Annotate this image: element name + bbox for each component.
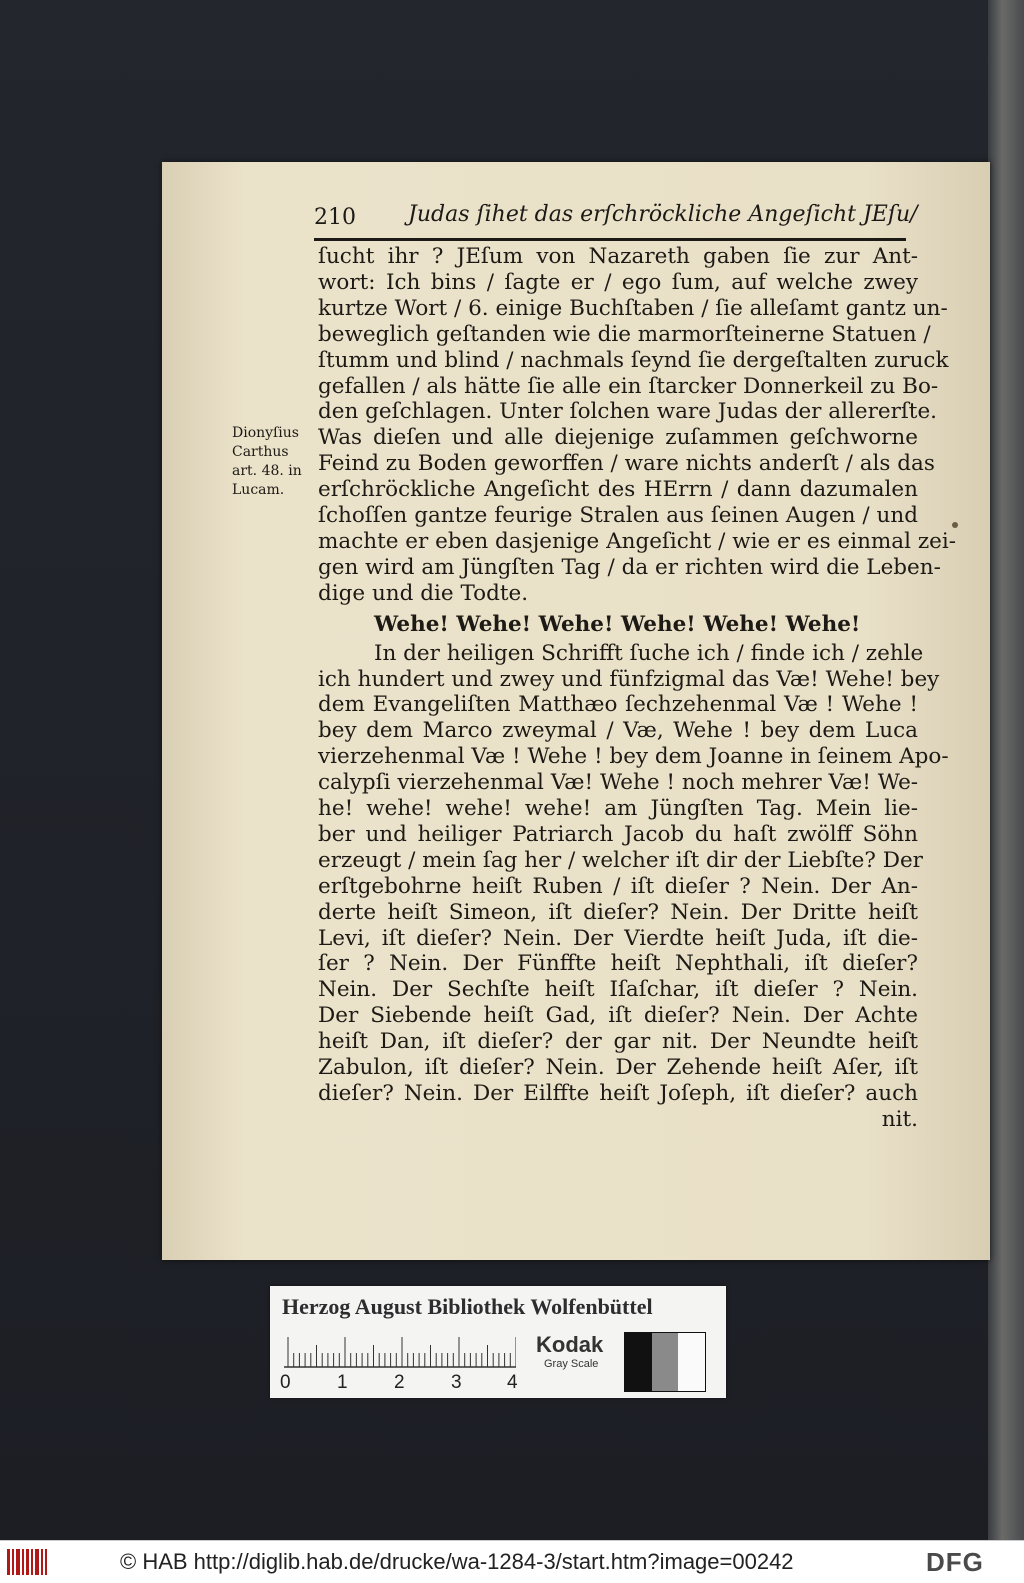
ruler-number: 1 (337, 1372, 348, 1393)
ruler-number: 4 (507, 1372, 518, 1393)
text-line: Zabulon, iſt dieſer? Nein. Der Zehende heiſt Aſer, iſt (318, 1055, 918, 1081)
book-page (162, 162, 990, 1260)
gray-swatches (624, 1332, 706, 1392)
text-line: derte heiſt Simeon, iſt dieſer? Nein. Der Dritte heiſt (318, 899, 918, 925)
color-calibration-card (270, 1286, 726, 1398)
footer-bar (0, 1540, 1024, 1583)
gray-scale-label: Gray Scale (544, 1358, 599, 1370)
ruler-icon (284, 1334, 516, 1368)
text-line: he! wehe! wehe! wehe! am Jüngſten Tag. Mein lie- (318, 796, 918, 822)
text-line: Nein. Der Sechſte heiſt Iſaſchar, iſt dieſer ? Nein. (318, 977, 918, 1003)
text-line: ſucht ihr ? JEſum von Nazareth gaben ſie zur Ant- (318, 244, 918, 269)
text-line: den geſchlagen. Unter ſolchen ware Judas der allererſte. (318, 399, 938, 425)
text-line: calypſi vierzehenmal Væ! Wehe ! noch mehrer Væ! We- (318, 770, 919, 796)
text-line: dem Evangeliſten Matthæo ſechzehenmal Væ ! Wehe ! (318, 692, 918, 718)
margin-note-line: Dionyſius (232, 425, 299, 441)
text-line: machte er eben dasjenige Angeſicht / wie er es einmal zei- (318, 528, 957, 554)
text-line: erſtgebohrne heiſt Ruben / iſt dieſer ? Nein. Der An- (318, 873, 918, 899)
text-line: In der heiligen Schrifft ſuche ich / finde ich / zehle (374, 640, 924, 666)
margin-note-line: Lucam. (232, 482, 285, 498)
text-line: dieſer? Nein. Der Eilffte heiſt Joſeph, iſt dieſer? auch (318, 1081, 918, 1106)
swatch-black (625, 1333, 652, 1391)
text-line: gen wird am Jüngſten Tag / da er richten wird die Leben- (318, 554, 941, 580)
text-line: kurtze Wort / 6. einige Buchſtaben / ſie alleſamt gantz un- (318, 295, 948, 321)
swatch-white (678, 1333, 705, 1391)
running-title: Judas ſihet das erſchröckliche Angeſicht JEſu/ (408, 202, 918, 227)
text-line: Der Siebende heiſt Gad, iſt dieſer? Nein. Der Achte (318, 1003, 918, 1029)
text-line: ſtumm und blind / nachmals ſeynd ſie dergeſtalten zuruck (318, 347, 949, 373)
hab-logo-icon (6, 1547, 48, 1577)
margin-note (232, 424, 316, 500)
swatch-gray (652, 1333, 679, 1391)
text-line: erſchröckliche Angeſicht des HErrn / dann dazumalen (318, 477, 918, 503)
copyright-link[interactable]: © HAB http://diglib.hab.de/drucke/wa-1284-3/start.htm?image=00242 (120, 1549, 794, 1574)
text-line: vierzehenmal Væ ! Wehe ! bey dem Joanne in ſeinem Apo- (318, 744, 949, 770)
text-line: bey dem Marco zweymal / Væ, Wehe ! bey dem Luca (318, 718, 918, 744)
text-line: gefallen / als hätte ſie alle ein ſtarcker Donnerkeil zu Bo- (318, 373, 939, 399)
text-line: ſer ? Nein. Der Fünffte heiſt Nephthali, iſt dieſer? (318, 951, 918, 977)
catchword: nit. (881, 1106, 918, 1132)
text-line: ber und heiliger Patriarch Jacob du haſt zwölff Söhn (318, 821, 918, 847)
margin-note-line: Carthus (232, 444, 289, 460)
paragraph-2 (318, 640, 949, 1133)
text-line: ſchoſſen gantze feurige Stralen aus ſeinen Augen / und (318, 503, 918, 529)
text-line: Feind zu Boden geworffen / ware nichts anderſt / als das (318, 451, 935, 477)
ink-spot (952, 522, 958, 528)
text-line: ich hundert und zwey und fünfzigmal das Væ! Wehe! bey (318, 666, 940, 692)
wehe-line: Wehe! Wehe! Wehe! Wehe! Wehe! Wehe! (374, 611, 861, 637)
ruler-number: 3 (451, 1372, 462, 1393)
text-line: heiſt Dan, iſt dieſer? der gar nit. Der Neundte heiſt (318, 1029, 918, 1055)
text-line: beweglich geſtanden wie die marmorſteinerne Statuen / (318, 321, 931, 347)
ruler-number: 2 (394, 1372, 405, 1393)
text-line: erzeugt / mein ſag her / welcher iſt dir der Liebſte? Der (318, 847, 923, 873)
ruler-number: 0 (280, 1372, 291, 1393)
margin-note-line: art. 48. in (232, 463, 302, 479)
kodak-logo: Kodak (536, 1332, 604, 1357)
library-name: Herzog August Bibliothek Wolfenbüttel (282, 1294, 653, 1319)
text-line: Levi, iſt dieſer? Nein. Der Vierdte heiſt Juda, iſt die- (318, 925, 918, 951)
paragraph-1 (318, 244, 957, 607)
body-text (318, 244, 957, 1133)
text-line: dige und die Todte. (318, 580, 529, 606)
text-line: Was dieſen und alle diejenige zuſammen geſchworne (318, 425, 918, 451)
text-line: wort: Ich bins / ſagte er / ego ſum, auf welche zwey (318, 269, 918, 295)
page-edge (988, 0, 1024, 1540)
dfg-logo: DFG (926, 1547, 984, 1577)
header-rule (314, 238, 906, 241)
page-number: 210 (314, 205, 356, 230)
